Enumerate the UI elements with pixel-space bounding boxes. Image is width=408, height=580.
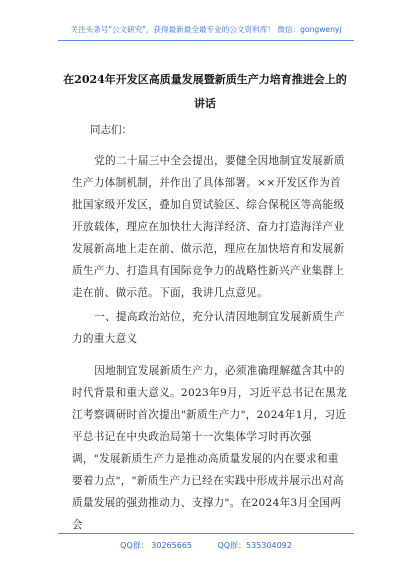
paragraph-significance: 因地制宜发展新质生产力，必须准确理解蕴含其中的时代背景和重大意义。2023年9月，习近平总书记在黑龙江考察调研时首次提出"新质生产力"，2024年1月，习近平总书记在中央政治局第十一次集体学习时再次强调，"发展新质生产力是推动高质量发展的内在要求和重要着力点"，"新质生产力已经在实践中形成并展示出对高质量发展的强劲推动力、支撑力"。在2024年3月全国两会 — [72, 365, 347, 531]
header-promo-text: 关注头条号"公文研究"，获得最新最全最专业的公文资料库！ 微信：gongwenyj — [70, 25, 342, 34]
paragraph-intro: 党的二十届三中全会提出，要健全因地制宜发展新质生产力体制机制，并作出了具体部署。××开发区作为首批国家级开发区，叠加自贸试验区、综合保税区等高能级开放载体，理应在加快壮大海洋经济、奋力打造海洋产业发展新高地上走在前、做示范，理应在加快培育和发展新质生产力、打造具有国际竞争力的战略性新兴产业集群上走在前、做示范。下面，我讲几点意见。 — [72, 155, 345, 299]
document-title: 在2024年开发区高质量发展暨新质生产力培育推进会上的讲话 — [63, 73, 347, 110]
header-divider — [58, 40, 354, 41]
greeting: 同志们： — [90, 124, 132, 136]
footer-divider — [58, 533, 354, 534]
section-heading-1: 一、提高政治站位，充分认清因地制宜发展新质生产力的重大意义 — [72, 311, 345, 345]
footer-qq-groups: QQ群： 30265665 QQ群：535304092 — [120, 541, 292, 550]
